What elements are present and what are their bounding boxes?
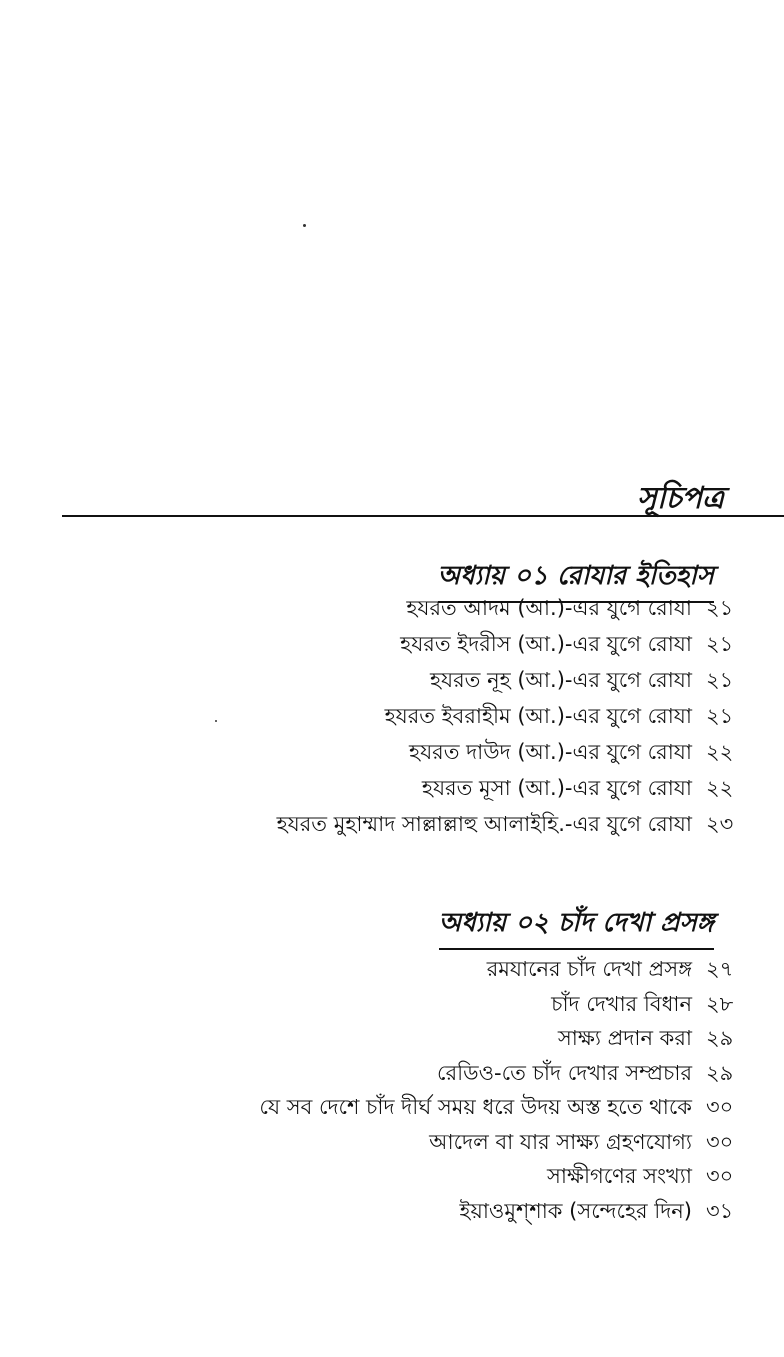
toc-entry[interactable] (60, 987, 784, 1022)
toc-entry-title: হযরত ইদরীস (আ.)-এর যুগে রোযা (400, 632, 692, 656)
ink-speck (303, 224, 306, 227)
toc-entry[interactable] (60, 590, 784, 626)
toc-entry[interactable] (60, 1090, 784, 1125)
toc-entry-title: রেডিও-তে চাঁদ দেখার সম্প্রচার (437, 1060, 692, 1085)
toc-entry[interactable] (60, 662, 784, 698)
toc-entry[interactable] (60, 952, 784, 987)
toc-entry[interactable] (60, 770, 784, 806)
toc-entry-title: সাক্ষ্য প্রদান করা (557, 1026, 692, 1050)
toc-entry-title: ইয়াওমুশ্‌শাক (সন্দেহের দিন) (459, 1198, 692, 1223)
toc-entry-title: হযরত মূসা (আ.)-এর যুগে রোযা (421, 776, 692, 800)
toc-entry-title: আদেল বা যার সাক্ষ্য গ্রহণযোগ্য (429, 1129, 692, 1154)
toc-entry-page: ২১ (706, 668, 734, 692)
toc-entry[interactable] (60, 698, 784, 734)
toc-entry-page: ২২ (706, 740, 734, 764)
chapter-1-heading: অধ্যায় ০১ রোযার ইতিহাস (438, 555, 714, 603)
toc-entry[interactable] (60, 1056, 784, 1091)
chapter-2-entries (60, 952, 784, 1228)
toc-entry-page: ৩০ (706, 1095, 734, 1119)
toc-entry-page: ২৩ (706, 812, 734, 836)
toc-entry-title: হযরত মুহাম্মাদ সাল্লাল্লাহু আলাইহি.-এর যুগে রোযা (276, 812, 692, 836)
toc-entry-page: ২৭ (706, 957, 734, 981)
toc-entry-page: ২৮ (706, 991, 734, 1016)
toc-entry-title: রমযানের চাঁদ দেখা প্রসঙ্গ (486, 957, 692, 981)
toc-entry-page: ২৯ (706, 1026, 734, 1050)
toc-title: সূচিপত্র (637, 481, 724, 516)
toc-entry-page: ২৯ (706, 1060, 734, 1085)
toc-entry-title: যে সব দেশে চাঁদ দীর্ঘ সময় ধরে উদয় অস্ত হতে থাকে (259, 1095, 692, 1119)
toc-entry[interactable] (60, 1125, 784, 1160)
toc-entry[interactable] (60, 1159, 784, 1194)
title-divider (62, 515, 784, 517)
toc-entry-title: সাক্ষীগণের সংখ্যা (547, 1164, 692, 1188)
chapter-2-heading: অধ্যায় ০২ চাঁদ দেখা প্রসঙ্গ (439, 902, 714, 950)
toc-entry[interactable] (60, 1021, 784, 1056)
toc-entry[interactable] (60, 806, 784, 842)
toc-entry-title: হযরত ইবরাহীম (আ.)-এর যুগে রোযা (384, 704, 692, 728)
toc-entry-page: ২১ (706, 596, 734, 620)
toc-entry-page: ৩০ (706, 1129, 734, 1154)
toc-entry[interactable] (60, 1194, 784, 1229)
toc-entry-page: ২১ (706, 632, 734, 656)
toc-entry[interactable] (60, 626, 784, 662)
toc-entry-title: হযরত দাউদ (আ.)-এর যুগে রোযা (409, 740, 692, 764)
toc-entry-title: হযরত নূহ (আ.)-এর যুগে রোযা (429, 668, 692, 692)
toc-entry-page: ৩১ (706, 1198, 734, 1223)
toc-entry[interactable] (60, 734, 784, 770)
toc-entry-page: ২১ (706, 704, 734, 728)
chapter-1-entries (60, 590, 784, 842)
toc-entry-page: ২২ (706, 776, 734, 800)
toc-entry-title: হযরত আদম (আ.)-এর যুগে রোযা (406, 596, 692, 620)
toc-entry-title: চাঁদ দেখার বিধান (551, 991, 692, 1016)
toc-entry-page: ৩০ (706, 1164, 734, 1188)
